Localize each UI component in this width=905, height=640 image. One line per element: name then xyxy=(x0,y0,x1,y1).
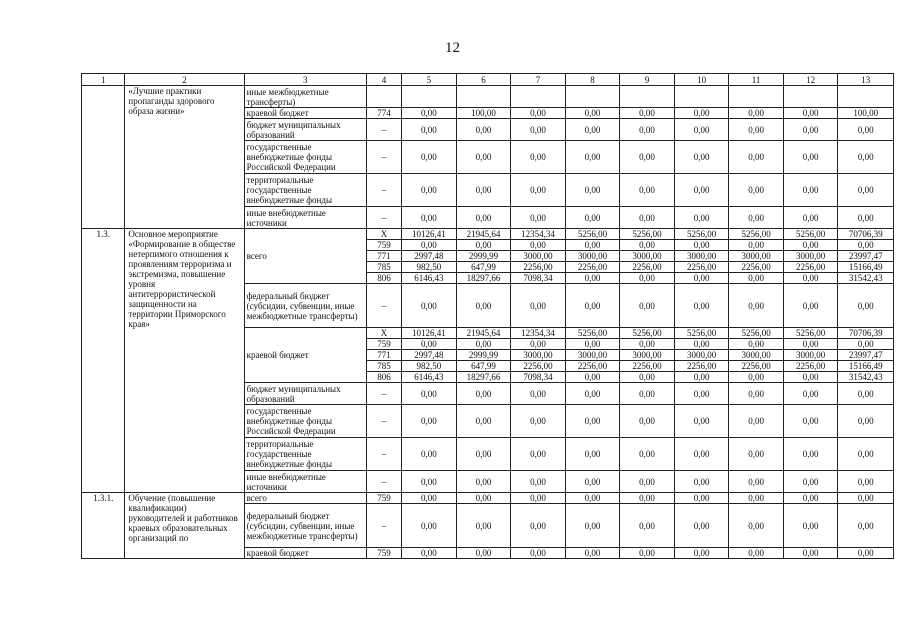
amount-cell: 0,00 xyxy=(729,504,784,548)
amount-cell: 2999,99 xyxy=(456,251,511,262)
amount-cell: 6146,43 xyxy=(402,273,457,284)
amount-cell: 2256,00 xyxy=(620,361,675,372)
amount-cell xyxy=(456,86,511,108)
amount-cell: 0,00 xyxy=(456,504,511,548)
amount-cell: 0,00 xyxy=(402,504,457,548)
amount-cell: 15166,49 xyxy=(838,262,894,273)
amount-cell: 2256,00 xyxy=(511,361,566,372)
amount-cell: 3000,00 xyxy=(620,350,675,361)
amount-cell: 0,00 xyxy=(565,284,620,328)
amount-cell: 0,00 xyxy=(456,548,511,559)
amount-cell: 3000,00 xyxy=(783,350,838,361)
amount-cell: 0,00 xyxy=(783,273,838,284)
amount-cell: 5256,00 xyxy=(729,229,784,240)
amount-cell: 3000,00 xyxy=(783,251,838,262)
funding-source: иные внебюджетные источники xyxy=(244,471,366,493)
amount-cell: 0,00 xyxy=(674,405,729,438)
amount-cell: 5256,00 xyxy=(620,229,675,240)
amount-cell: 0,00 xyxy=(620,207,675,229)
amount-cell: 0,00 xyxy=(511,438,566,471)
amount-cell: 18297,66 xyxy=(456,372,511,383)
amount-cell: 0,00 xyxy=(674,548,729,559)
column-header: 7 xyxy=(511,74,566,86)
amount-cell xyxy=(402,86,457,108)
amount-cell: 0,00 xyxy=(456,119,511,141)
amount-cell: 0,00 xyxy=(729,493,784,504)
amount-cell: 0,00 xyxy=(783,405,838,438)
amount-cell: 0,00 xyxy=(402,471,457,493)
amount-cell: 0,00 xyxy=(783,438,838,471)
amount-cell: 0,00 xyxy=(838,240,894,251)
amount-cell: 2256,00 xyxy=(620,262,675,273)
amount-cell: 0,00 xyxy=(838,284,894,328)
row-index: 1.3. xyxy=(82,229,125,493)
funding-source: иные внебюджетные источники xyxy=(244,207,366,229)
funding-source: бюджет муниципальных образований xyxy=(244,383,366,405)
amount-cell: 10126,41 xyxy=(402,229,457,240)
amount-cell: 0,00 xyxy=(783,493,838,504)
amount-cell: 2997,48 xyxy=(402,350,457,361)
budget-code: X xyxy=(366,229,401,240)
budget-code: 759 xyxy=(366,548,401,559)
amount-cell xyxy=(511,86,566,108)
amount-cell xyxy=(783,86,838,108)
amount-cell: 0,00 xyxy=(511,471,566,493)
amount-cell: 0,00 xyxy=(402,405,457,438)
amount-cell: 0,00 xyxy=(838,405,894,438)
funding-source: государственные внебюджетные фонды Российской Федерации xyxy=(244,141,366,174)
amount-cell: 0,00 xyxy=(674,438,729,471)
amount-cell: 0,00 xyxy=(456,493,511,504)
amount-cell xyxy=(565,86,620,108)
amount-cell: 0,00 xyxy=(565,240,620,251)
funding-source: краевой бюджет xyxy=(244,548,366,559)
amount-cell: 0,00 xyxy=(729,383,784,405)
amount-cell: 5256,00 xyxy=(565,229,620,240)
amount-cell: 0,00 xyxy=(783,108,838,119)
amount-cell: 0,00 xyxy=(783,141,838,174)
budget-code: – xyxy=(366,119,401,141)
amount-cell: 0,00 xyxy=(402,207,457,229)
page-number: 12 xyxy=(445,40,460,56)
amount-cell: 5256,00 xyxy=(620,328,675,339)
amount-cell: 0,00 xyxy=(565,405,620,438)
amount-cell: 0,00 xyxy=(674,372,729,383)
column-header: 12 xyxy=(783,74,838,86)
amount-cell: 0,00 xyxy=(511,174,566,207)
amount-cell xyxy=(674,86,729,108)
funding-source: иные межбюджетные трансферты) xyxy=(244,86,366,108)
amount-cell: 0,00 xyxy=(783,339,838,350)
funding-source: государственные внебюджетные фонды Российской Федерации xyxy=(244,405,366,438)
amount-cell: 0,00 xyxy=(565,504,620,548)
budget-code: – xyxy=(366,504,401,548)
amount-cell: 0,00 xyxy=(402,548,457,559)
amount-cell: 3000,00 xyxy=(620,251,675,262)
column-header: 9 xyxy=(620,74,675,86)
amount-cell: 0,00 xyxy=(674,207,729,229)
amount-cell: 0,00 xyxy=(511,284,566,328)
amount-cell: 0,00 xyxy=(565,174,620,207)
table-body xyxy=(82,74,894,559)
amount-cell: 0,00 xyxy=(674,119,729,141)
amount-cell: 0,00 xyxy=(838,119,894,141)
amount-cell: 0,00 xyxy=(674,141,729,174)
funding-source: краевой бюджет xyxy=(244,108,366,119)
amount-cell: 0,00 xyxy=(620,119,675,141)
amount-cell: 0,00 xyxy=(620,284,675,328)
funding-source: всего xyxy=(244,229,366,284)
amount-cell: 2999,99 xyxy=(456,350,511,361)
amount-cell: 5256,00 xyxy=(565,328,620,339)
amount-cell: 0,00 xyxy=(783,471,838,493)
row-index xyxy=(82,86,125,229)
table-row xyxy=(82,86,894,108)
amount-cell: 31542,43 xyxy=(838,372,894,383)
amount-cell xyxy=(620,86,675,108)
amount-cell: 2256,00 xyxy=(674,361,729,372)
funding-source: территориальные государственные внебюджетные фонды xyxy=(244,174,366,207)
amount-cell: 23997,47 xyxy=(838,251,894,262)
amount-cell: 0,00 xyxy=(783,240,838,251)
amount-cell: 0,00 xyxy=(783,504,838,548)
amount-cell: 3000,00 xyxy=(729,251,784,262)
amount-cell: 70706,39 xyxy=(838,328,894,339)
amount-cell: 0,00 xyxy=(511,108,566,119)
amount-cell: 0,00 xyxy=(402,174,457,207)
amount-cell: 23997,47 xyxy=(838,350,894,361)
amount-cell: 0,00 xyxy=(456,174,511,207)
amount-cell: 0,00 xyxy=(674,284,729,328)
amount-cell: 2256,00 xyxy=(783,361,838,372)
amount-cell: 0,00 xyxy=(620,141,675,174)
amount-cell: 0,00 xyxy=(838,471,894,493)
amount-cell: 0,00 xyxy=(456,240,511,251)
amount-cell: 0,00 xyxy=(620,493,675,504)
amount-cell: 0,00 xyxy=(456,141,511,174)
amount-cell: 0,00 xyxy=(565,141,620,174)
amount-cell: 0,00 xyxy=(620,548,675,559)
amount-cell: 0,00 xyxy=(729,372,784,383)
column-header: 10 xyxy=(674,74,729,86)
amount-cell: 3000,00 xyxy=(511,350,566,361)
amount-cell: 6146,43 xyxy=(402,372,457,383)
amount-cell: 0,00 xyxy=(402,108,457,119)
amount-cell: 0,00 xyxy=(456,284,511,328)
amount-cell: 0,00 xyxy=(838,174,894,207)
header-row xyxy=(82,74,894,86)
amount-cell: 18297,66 xyxy=(456,273,511,284)
amount-cell: 0,00 xyxy=(729,405,784,438)
budget-code: – xyxy=(366,438,401,471)
amount-cell: 0,00 xyxy=(620,405,675,438)
column-header: 6 xyxy=(456,74,511,86)
amount-cell: 0,00 xyxy=(838,383,894,405)
column-header: 5 xyxy=(402,74,457,86)
amount-cell: 0,00 xyxy=(565,372,620,383)
budget-code: 771 xyxy=(366,350,401,361)
budget-code: 759 xyxy=(366,339,401,350)
amount-cell: 0,00 xyxy=(402,383,457,405)
budget-code xyxy=(366,86,401,108)
amount-cell: 0,00 xyxy=(456,405,511,438)
amount-cell: 0,00 xyxy=(729,284,784,328)
amount-cell: 0,00 xyxy=(674,174,729,207)
amount-cell: 0,00 xyxy=(729,240,784,251)
amount-cell: 0,00 xyxy=(456,339,511,350)
amount-cell: 0,00 xyxy=(838,207,894,229)
amount-cell: 5256,00 xyxy=(674,229,729,240)
amount-cell: 5256,00 xyxy=(674,328,729,339)
amount-cell: 31542,43 xyxy=(838,273,894,284)
amount-cell: 0,00 xyxy=(783,548,838,559)
amount-cell: 0,00 xyxy=(620,383,675,405)
amount-cell: 0,00 xyxy=(620,174,675,207)
funding-source: федеральный бюджет (субсидии, субвенции, иные межбюджетные трансферты) xyxy=(244,284,366,328)
table-row xyxy=(82,493,894,504)
amount-cell: 2256,00 xyxy=(729,262,784,273)
amount-cell: 0,00 xyxy=(729,207,784,229)
amount-cell: 0,00 xyxy=(838,339,894,350)
amount-cell: 0,00 xyxy=(674,493,729,504)
table-row xyxy=(82,229,894,240)
amount-cell: 0,00 xyxy=(674,339,729,350)
budget-code: – xyxy=(366,207,401,229)
amount-cell: 0,00 xyxy=(565,108,620,119)
amount-cell: 0,00 xyxy=(511,548,566,559)
amount-cell: 0,00 xyxy=(402,141,457,174)
funding-source: территориальные государственные внебюджетные фонды xyxy=(244,438,366,471)
column-header: 4 xyxy=(366,74,401,86)
amount-cell: 0,00 xyxy=(620,339,675,350)
amount-cell: 0,00 xyxy=(565,471,620,493)
amount-cell: 21945,64 xyxy=(456,229,511,240)
amount-cell: 0,00 xyxy=(729,471,784,493)
amount-cell: 0,00 xyxy=(783,383,838,405)
amount-cell xyxy=(729,86,784,108)
funding-source: федеральный бюджет (субсидии, субвенции, иные межбюджетные трансферты) xyxy=(244,504,366,548)
amount-cell: 0,00 xyxy=(729,141,784,174)
budget-code: 806 xyxy=(366,372,401,383)
amount-cell: 0,00 xyxy=(838,548,894,559)
amount-cell: 0,00 xyxy=(783,174,838,207)
amount-cell: 0,00 xyxy=(565,273,620,284)
amount-cell: 0,00 xyxy=(729,108,784,119)
amount-cell: 0,00 xyxy=(674,240,729,251)
amount-cell: 647,99 xyxy=(456,361,511,372)
amount-cell: 0,00 xyxy=(456,383,511,405)
amount-cell: 0,00 xyxy=(620,504,675,548)
amount-cell: 3000,00 xyxy=(565,350,620,361)
amount-cell: 2997,48 xyxy=(402,251,457,262)
column-header: 1 xyxy=(82,74,125,86)
amount-cell: 15166,49 xyxy=(838,361,894,372)
amount-cell: 5256,00 xyxy=(783,229,838,240)
budget-table xyxy=(81,73,894,559)
budget-code: 774 xyxy=(366,108,401,119)
amount-cell: 100,00 xyxy=(456,108,511,119)
activity-name: Основное мероприятие «Формирование в обществе нетерпимого отношения к проявлениям терроризма и экстремизма, повышение уровня антитеррористической защищенности на территории Приморского края» xyxy=(125,229,244,493)
amount-cell: 0,00 xyxy=(620,471,675,493)
amount-cell: 2256,00 xyxy=(565,262,620,273)
amount-cell: 0,00 xyxy=(565,383,620,405)
budget-code: 785 xyxy=(366,262,401,273)
amount-cell: 0,00 xyxy=(565,207,620,229)
budget-code: 806 xyxy=(366,273,401,284)
activity-name: «Лучшие практики пропаганды здорового образа жизни» xyxy=(125,86,244,229)
amount-cell: 2256,00 xyxy=(511,262,566,273)
amount-cell: 0,00 xyxy=(402,240,457,251)
amount-cell: 0,00 xyxy=(511,207,566,229)
column-header: 2 xyxy=(125,74,244,86)
amount-cell: 0,00 xyxy=(565,438,620,471)
amount-cell: 12354,34 xyxy=(511,328,566,339)
budget-code: – xyxy=(366,141,401,174)
amount-cell: 982,50 xyxy=(402,361,457,372)
amount-cell: 0,00 xyxy=(511,141,566,174)
amount-cell: 0,00 xyxy=(511,240,566,251)
amount-cell: 7098,34 xyxy=(511,273,566,284)
budget-code: – xyxy=(366,471,401,493)
amount-cell: 100,00 xyxy=(838,108,894,119)
amount-cell: 0,00 xyxy=(402,284,457,328)
amount-cell: 0,00 xyxy=(620,240,675,251)
amount-cell xyxy=(838,86,894,108)
amount-cell: 3000,00 xyxy=(674,251,729,262)
column-header: 13 xyxy=(838,74,894,86)
amount-cell: 0,00 xyxy=(838,504,894,548)
amount-cell: 0,00 xyxy=(511,119,566,141)
amount-cell: 0,00 xyxy=(620,372,675,383)
amount-cell: 647,99 xyxy=(456,262,511,273)
amount-cell: 0,00 xyxy=(783,119,838,141)
budget-code: X xyxy=(366,328,401,339)
amount-cell: 0,00 xyxy=(783,372,838,383)
amount-cell: 0,00 xyxy=(729,119,784,141)
amount-cell: 2256,00 xyxy=(674,262,729,273)
budget-code: 771 xyxy=(366,251,401,262)
amount-cell: 0,00 xyxy=(674,471,729,493)
amount-cell: 0,00 xyxy=(838,438,894,471)
column-header: 8 xyxy=(565,74,620,86)
amount-cell: 0,00 xyxy=(565,119,620,141)
amount-cell: 0,00 xyxy=(456,207,511,229)
amount-cell: 0,00 xyxy=(729,273,784,284)
amount-cell: 0,00 xyxy=(838,141,894,174)
budget-code: 759 xyxy=(366,240,401,251)
amount-cell: 0,00 xyxy=(511,493,566,504)
amount-cell: 0,00 xyxy=(674,383,729,405)
amount-cell: 0,00 xyxy=(565,493,620,504)
amount-cell: 0,00 xyxy=(674,504,729,548)
column-header: 3 xyxy=(244,74,366,86)
amount-cell: 0,00 xyxy=(620,273,675,284)
budget-code: – xyxy=(366,383,401,405)
amount-cell: 0,00 xyxy=(511,504,566,548)
amount-cell: 0,00 xyxy=(729,339,784,350)
amount-cell: 0,00 xyxy=(729,548,784,559)
amount-cell: 2256,00 xyxy=(565,361,620,372)
amount-cell: 0,00 xyxy=(456,438,511,471)
amount-cell: 3000,00 xyxy=(674,350,729,361)
column-header: 11 xyxy=(729,74,784,86)
funding-source: всего xyxy=(244,493,366,504)
amount-cell: 0,00 xyxy=(729,438,784,471)
amount-cell: 0,00 xyxy=(838,493,894,504)
amount-cell: 3000,00 xyxy=(565,251,620,262)
amount-cell: 0,00 xyxy=(402,339,457,350)
amount-cell: 0,00 xyxy=(511,383,566,405)
amount-cell: 0,00 xyxy=(565,548,620,559)
budget-code: 785 xyxy=(366,361,401,372)
budget-code: – xyxy=(366,284,401,328)
amount-cell: 982,50 xyxy=(402,262,457,273)
amount-cell: 12354,34 xyxy=(511,229,566,240)
budget-code: 759 xyxy=(366,493,401,504)
amount-cell: 21945,64 xyxy=(456,328,511,339)
amount-cell: 0,00 xyxy=(783,207,838,229)
amount-cell: 2256,00 xyxy=(729,361,784,372)
amount-cell: 0,00 xyxy=(456,471,511,493)
amount-cell: 3000,00 xyxy=(511,251,566,262)
amount-cell: 0,00 xyxy=(511,339,566,350)
budget-code: – xyxy=(366,174,401,207)
funding-source: краевой бюджет xyxy=(244,328,366,383)
amount-cell: 0,00 xyxy=(620,438,675,471)
row-index: 1.3.1. xyxy=(82,493,125,559)
amount-cell: 0,00 xyxy=(620,108,675,119)
amount-cell: 0,00 xyxy=(783,284,838,328)
budget-code: – xyxy=(366,405,401,438)
amount-cell: 3000,00 xyxy=(729,350,784,361)
amount-cell: 10126,41 xyxy=(402,328,457,339)
amount-cell: 0,00 xyxy=(674,273,729,284)
amount-cell: 0,00 xyxy=(402,438,457,471)
amount-cell: 2256,00 xyxy=(783,262,838,273)
activity-name: Обучение (повышение квалификации) руководителей и работников краевых образовательных организаций по xyxy=(125,493,244,559)
amount-cell: 0,00 xyxy=(402,119,457,141)
amount-cell: 0,00 xyxy=(402,493,457,504)
amount-cell: 5256,00 xyxy=(783,328,838,339)
amount-cell: 0,00 xyxy=(674,108,729,119)
amount-cell: 0,00 xyxy=(511,405,566,438)
amount-cell: 5256,00 xyxy=(729,328,784,339)
amount-cell: 70706,39 xyxy=(838,229,894,240)
amount-cell: 0,00 xyxy=(729,174,784,207)
amount-cell: 0,00 xyxy=(565,339,620,350)
funding-source: бюджет муниципальных образований xyxy=(244,119,366,141)
amount-cell: 7098,34 xyxy=(511,372,566,383)
